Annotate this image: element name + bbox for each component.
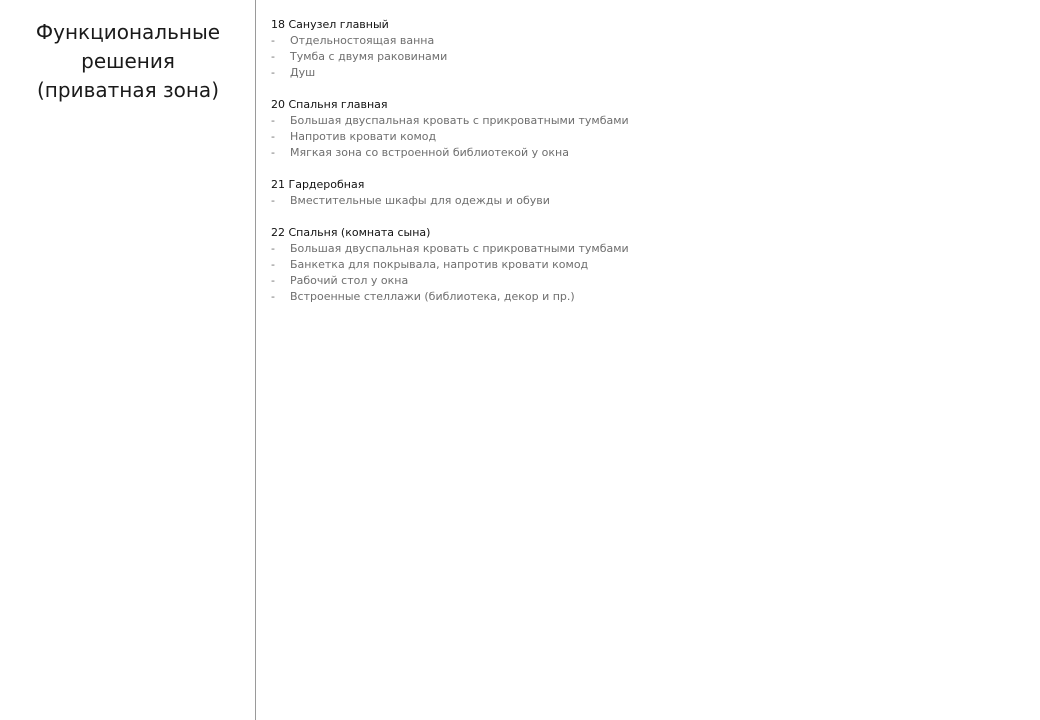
section-bathroom [271, 17, 1011, 81]
page-title-line: (приватная зона) [37, 78, 219, 102]
bullet-dash: - [271, 34, 275, 47]
list-item-text: Тумба с двумя раковинами [290, 50, 448, 63]
list-item [271, 33, 1011, 49]
bullet-dash: - [271, 242, 275, 255]
list-item-text: Душ [290, 66, 316, 79]
list-item [271, 113, 1011, 129]
section-list [271, 33, 1011, 81]
list-item [271, 65, 1011, 81]
list-item-text: Встроенные стеллажи (библиотека, декор и пр.) [290, 290, 575, 303]
list-item [271, 289, 1011, 305]
section-son-bedroom [271, 225, 1011, 305]
content-area [271, 17, 1011, 321]
list-item-text: Рабочий стол у окна [290, 274, 409, 287]
section-heading: 22 Спальня (комната сына) [271, 226, 431, 239]
list-item [271, 145, 1011, 161]
section-heading: 21 Гардеробная [271, 178, 365, 191]
bullet-dash: - [271, 130, 275, 143]
vertical-divider [255, 0, 256, 720]
list-item [271, 273, 1011, 289]
bullet-dash: - [271, 66, 275, 79]
list-item [271, 129, 1011, 145]
list-item [271, 257, 1011, 273]
bullet-dash: - [271, 290, 275, 303]
section-master-bedroom [271, 97, 1011, 161]
list-item-text: Напротив кровати комод [290, 130, 437, 143]
list-item [271, 49, 1011, 65]
list-item-text: Отдельностоящая ванна [290, 34, 435, 47]
section-heading: 18 Санузел главный [271, 18, 389, 31]
bullet-dash: - [271, 146, 275, 159]
section-list [271, 241, 1011, 305]
bullet-dash: - [271, 50, 275, 63]
bullet-dash: - [271, 114, 275, 127]
section-heading: 20 Спальня главная [271, 98, 388, 111]
list-item-text: Мягкая зона со встроенной библиотекой у окна [290, 146, 569, 159]
page-title-line: Функциональные [35, 20, 221, 44]
list-item-text: Вместительные шкафы для одежды и обуви [290, 194, 550, 207]
bullet-dash: - [271, 194, 275, 207]
page-title-line: решения [81, 49, 175, 73]
bullet-dash: - [271, 258, 275, 271]
list-item-text: Большая двуспальная кровать с прикроватными тумбами [290, 114, 629, 127]
page-title [0, 18, 256, 105]
section-wardrobe [271, 177, 1011, 209]
bullet-dash: - [271, 274, 275, 287]
list-item-text: Большая двуспальная кровать с прикроватными тумбами [290, 242, 629, 255]
section-list [271, 193, 1011, 209]
list-item-text: Банкетка для покрывала, напротив кровати комод [290, 258, 589, 271]
section-list [271, 113, 1011, 161]
list-item [271, 193, 1011, 209]
list-item [271, 241, 1011, 257]
